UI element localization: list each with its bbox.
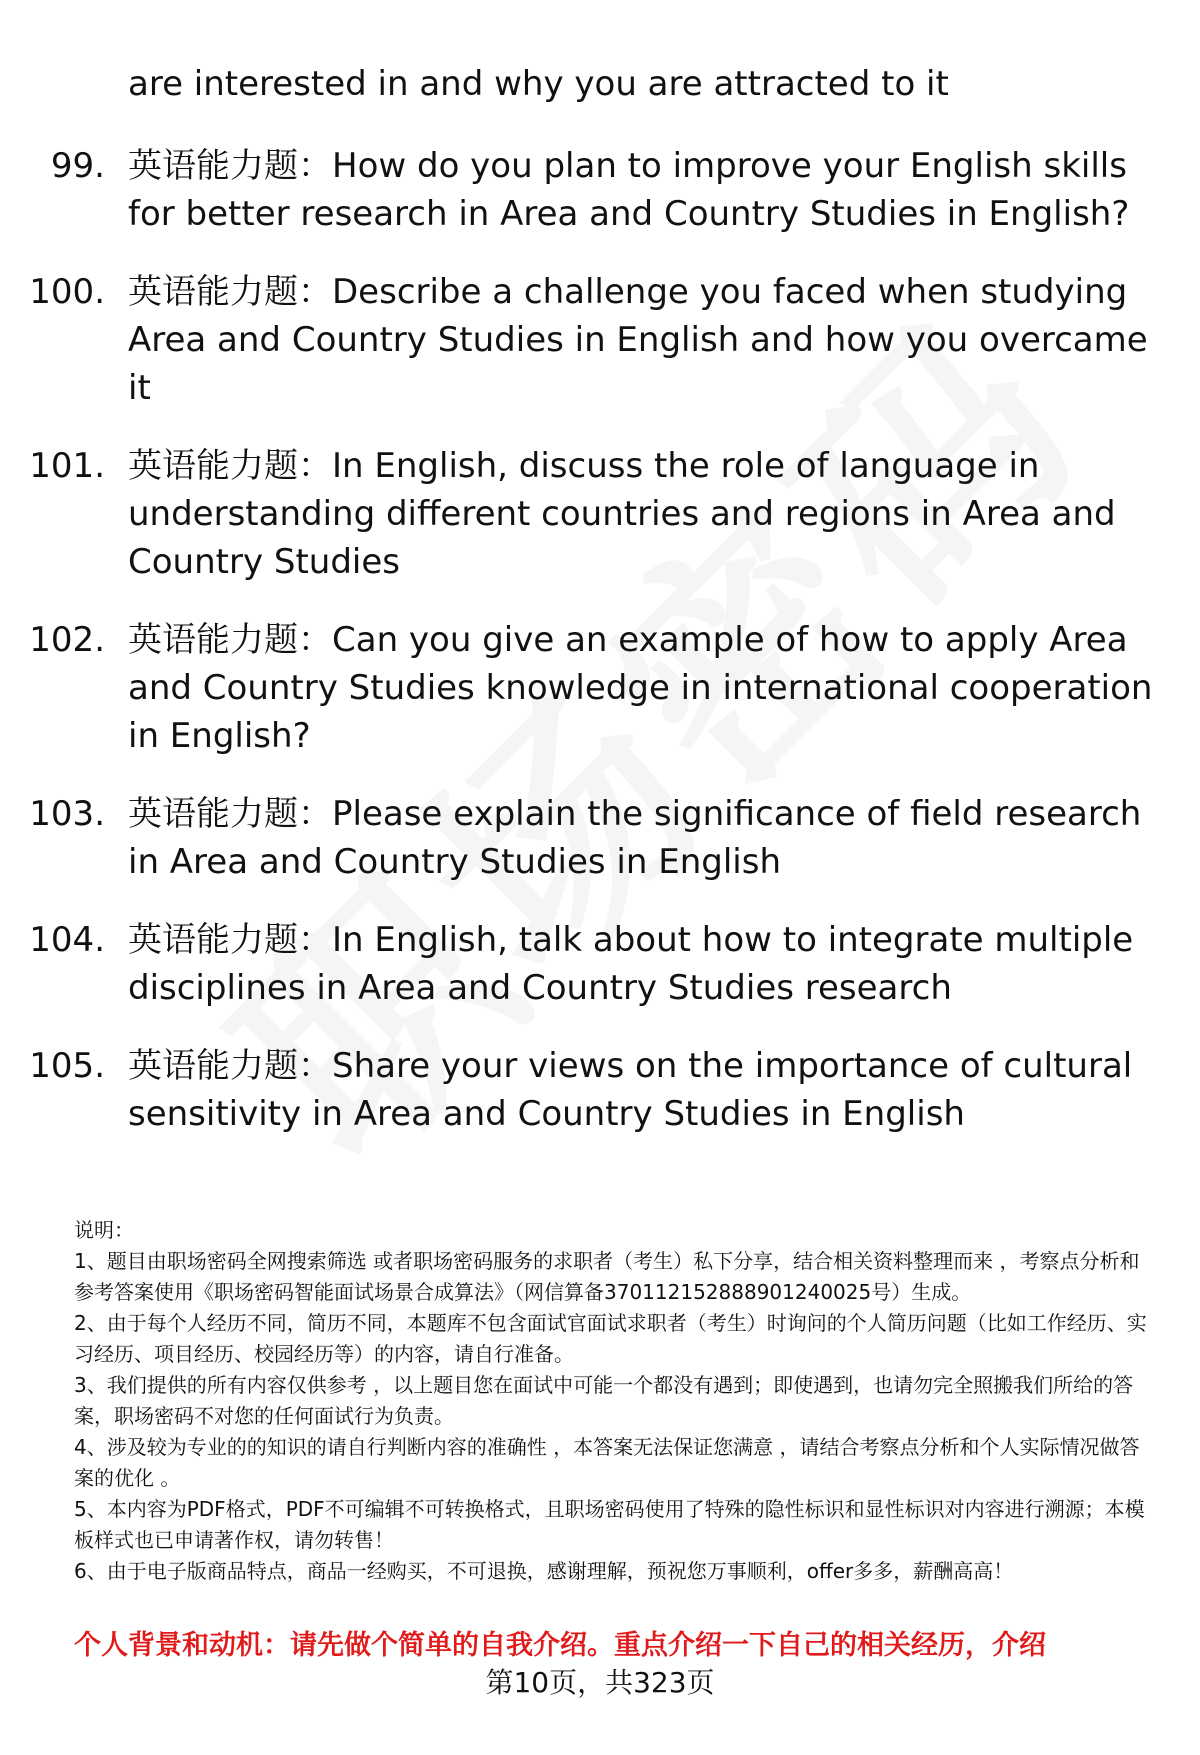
question-item-102 <box>0 616 1200 760</box>
question-number: 102. <box>29 620 105 660</box>
note-item: 3、我们提供的所有内容仅供参考 ，以上题目您在面试中可能一个都没有遇到；即使遇到，也请勿完全照搬我们所给的答案，职场密码不对您的任何面试行为负责。 <box>74 1373 1134 1428</box>
note-item: 5、本内容为PDF格式，PDF不可编辑不可转换格式，且职场密码使用了特殊的隐性标识和显性标识对内容进行溯源；本模板样式也已申请著作权，请勿转售！ <box>74 1497 1145 1552</box>
question-number: 105. <box>29 1046 105 1086</box>
question-prefix: 英语能力题： <box>128 620 332 660</box>
question-text-block <box>128 916 1168 1012</box>
page-number: 第10页，共323页 <box>485 1666 715 1699</box>
highlighted-next-question: 个人背景和动机：请先做个简单的自我介绍。重点介绍一下自己的相关经历，介绍 <box>74 1630 1046 1661</box>
note-item: 2、由于每个人经历不同，简历不同，本题库不包含面试官面试求职者（考生）时询问的个人简历问题（比如工作经历、实习经历、项目经历、校园经历等）的内容，请自行准备。 <box>74 1311 1147 1366</box>
question-prefix: 英语能力题： <box>128 794 332 834</box>
question-prefix: 英语能力题： <box>128 146 332 186</box>
note-item: 4、涉及较为专业的的知识的请自行判断内容的准确性 ，本答案无法保证您满意 ，请结合考察点分析和个人实际情况做答案的优化 。 <box>74 1435 1140 1490</box>
question-text-block <box>128 142 1168 238</box>
question-item-100 <box>0 268 1200 412</box>
question-number: 99. <box>50 146 105 186</box>
question-text-block <box>128 616 1168 760</box>
note-item: 6、由于电子版商品特点，商品一经购买，不可退换，感谢理解，预祝您万事顺利，offer多多，薪酬高高！ <box>74 1559 1014 1583</box>
question-prefix: 英语能力题： <box>128 920 332 960</box>
question-item-105 <box>0 1042 1200 1138</box>
question-item-103 <box>0 790 1200 886</box>
note-item: 1、题目由职场密码全网搜索筛选 或者职场密码服务的求职者（考生）私下分享，结合相关资料整理而来 ，考察点分析和参考答案使用《职场密码智能面试场景合成算法》（网信算备370112152888901240025号）生成。 <box>74 1249 1140 1304</box>
question-item-99 <box>0 142 1200 238</box>
question-number: 103. <box>29 794 105 834</box>
question-list <box>0 142 1200 1168</box>
question-text: Describe a challenge you faced when studying Area and Country Studies in English and how you overcame it <box>128 272 1148 408</box>
question-text: Share your views on the importance of cultural sensitivity in Area and Country Studies in English <box>128 1046 1133 1134</box>
question-number: 101. <box>29 446 105 486</box>
question-text: In English, discuss the role of language in understanding different countries and regions in Area and Country Studies <box>128 446 1116 582</box>
question-prefix: 英语能力题： <box>128 446 332 486</box>
question-number: 104. <box>29 920 105 960</box>
question-text: Can you give an example of how to apply Area and Country Studies knowledge in international cooperation in English? <box>128 620 1153 756</box>
question-text: How do you plan to improve your English skills for better research in Area and Country Studies in English? <box>128 146 1130 234</box>
question-text: In English, talk about how to integrate multiple disciplines in Area and Country Studies research <box>128 920 1134 1008</box>
question-item-104 <box>0 916 1200 1012</box>
question-text-block <box>128 790 1168 886</box>
question-number: 100. <box>29 272 105 312</box>
question-text-block <box>128 1042 1168 1138</box>
notes-section <box>74 1215 1154 1587</box>
question-item-101 <box>0 442 1200 586</box>
question-text-block <box>128 268 1168 412</box>
question-prefix: 英语能力题： <box>128 1046 332 1086</box>
question-prefix: 英语能力题： <box>128 272 332 312</box>
question-text-block <box>128 442 1168 586</box>
notes-title: 说明： <box>74 1218 134 1242</box>
question-continuation-text: are interested in and why you are attracted to it <box>128 64 949 104</box>
question-text: Please explain the significance of field research in Area and Country Studies in English <box>128 794 1142 882</box>
